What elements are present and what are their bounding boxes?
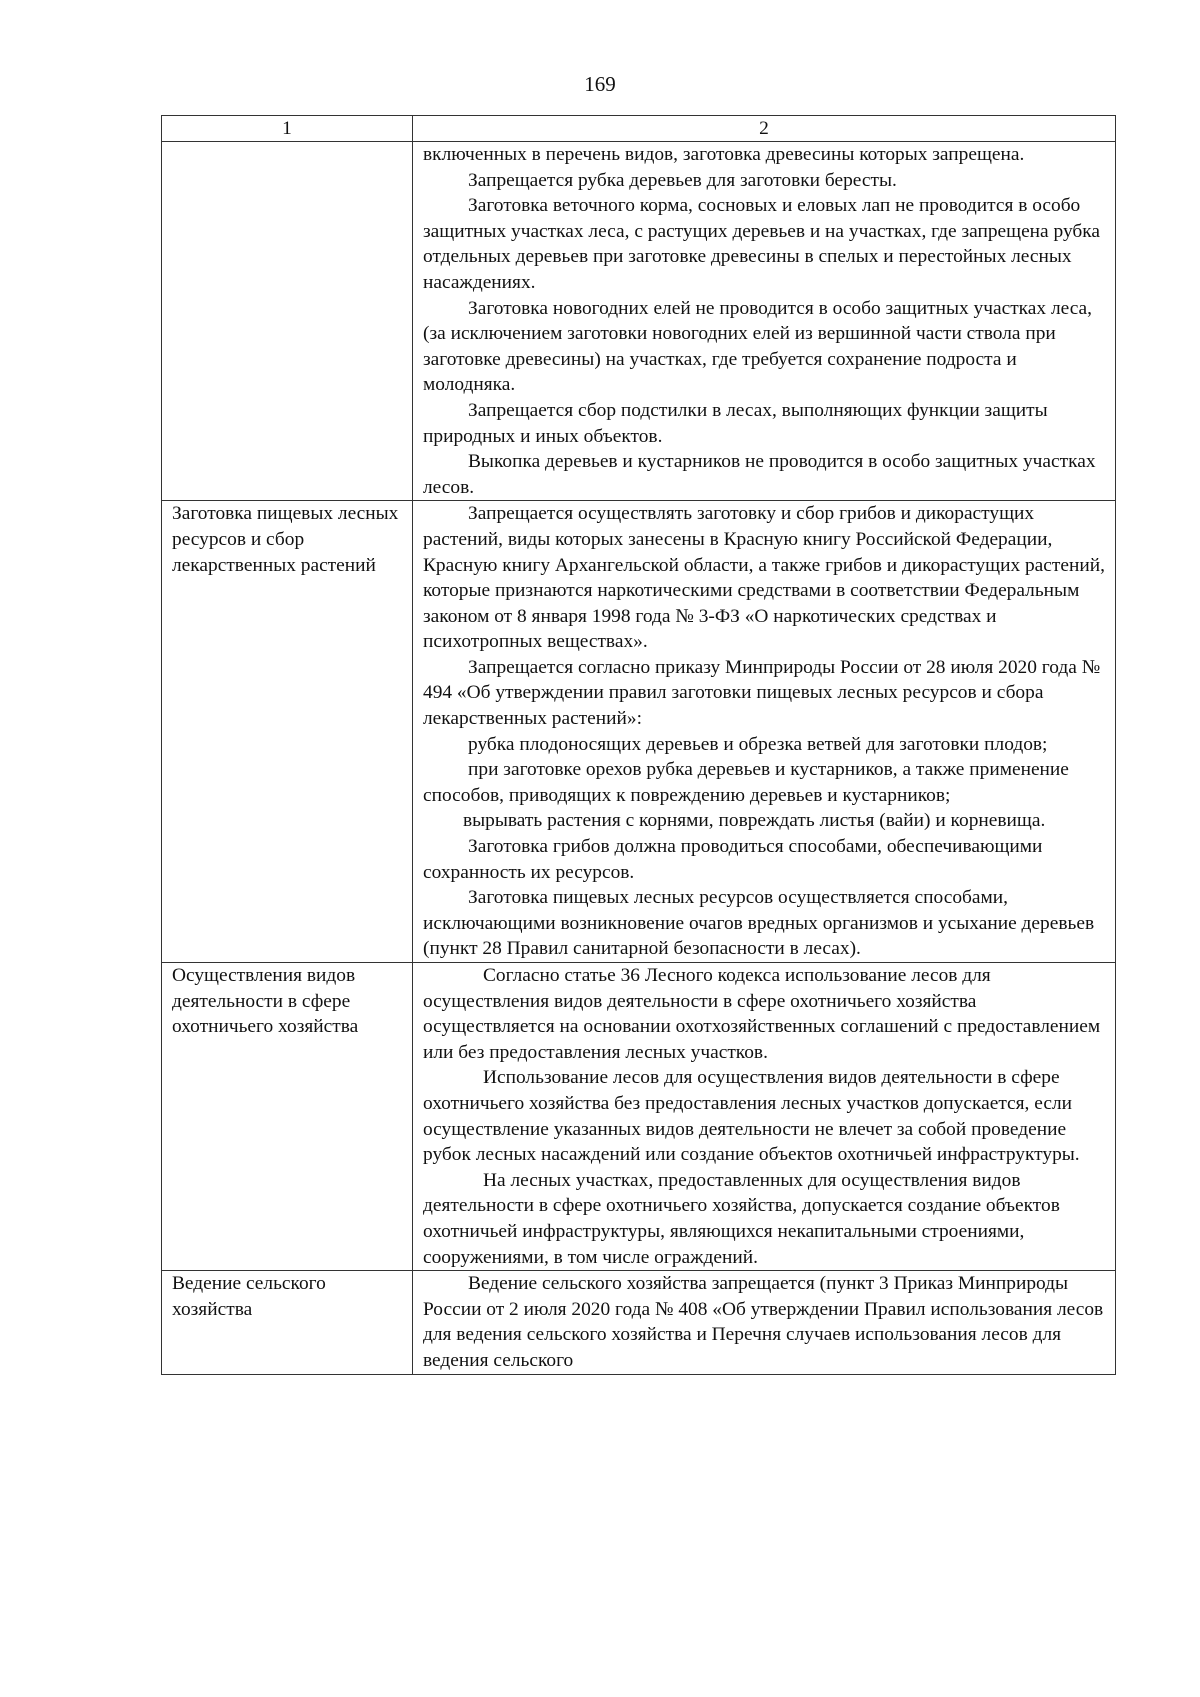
paragraph: На лесных участках, предоставленных для осуществления видов деятельности в сфере охотничьего хозяйства, допускается создание объектов охотничьей инфраструктуры, являющихся некапитальными строениями, сооружениями, в том числе ограждений. [423,1169,1060,1268]
table-body [162,142,1116,1375]
row-content-cell [413,501,1116,963]
row-content-cell [413,142,1116,501]
table-row [162,501,1116,963]
row-label-cell [162,501,413,963]
paragraph: Запрещается осуществлять заготовку и сбор грибов и дикорастущих растений, виды которых занесены в Красную книгу Российской Федерации, Красную книгу Архангельской области, а также грибов и дикорастущих растений, которые признаются наркотическими средствами в соответствии Федеральным законом от 8 января 1998 года № 3-ФЗ «О наркотических средствах и психотропных веществах». [423,503,1105,653]
column-header: 2 [413,116,1116,142]
row-content-cell [413,1271,1116,1374]
row-label-cell [162,1271,413,1374]
row-label-cell [162,142,413,501]
paragraph: Запрещается сбор подстилки в лесах, выполняющих функции защиты природных и иных объектов. [423,399,1048,447]
paragraph: Выкопка деревьев и кустарников не проводится в особо защитных участках лесов. [423,451,1096,498]
paragraph: включенных в перечень видов, заготовка древесины которых запрещена. [423,144,1025,165]
paragraph: вырывать растения с корнями, повреждать листья (вайи) и корневища. [463,810,1046,832]
paragraph: при заготовке орехов рубка деревьев и кустарников, а также применение способов, приводящих к повреждению деревьев и кустарников; [423,759,1069,806]
paragraph: Запрещается согласно приказу Минприроды России от 28 июля 2020 года № 494 «Об утверждении правил заготовки пищевых лесных ресурсов и сбора лекарственных растений»: [423,656,1101,730]
row-label: Заготовка пищевых лесных ресурсов и сбор лекарственных растений [172,503,399,576]
paragraph: Запрещается рубка деревьев для заготовки бересты. [468,169,897,191]
document-table [161,115,1116,1375]
paragraph: Заготовка пищевых лесных ресурсов осуществляется способами, исключающими возникновение очагов вредных организмов и усыхание деревьев (пункт 28 Правил санитарной безопасности в лесах). [423,887,1095,960]
row-content-cell [413,963,1116,1271]
paragraph: рубка плодоносящих деревьев и обрезка ветвей для заготовки плодов; [468,733,1048,755]
paragraph: Ведение сельского хозяйства запрещается (пункт 3 Приказ Минприроды России от 2 июля 2020 года № 408 «Об утверждении Правил использования лесов для ведения сельского хозяйства и Перечня случаев использования лесов для ведения сельского [423,1273,1104,1371]
table-row [162,142,1116,501]
table-row [162,963,1116,1271]
row-label-cell [162,963,413,1271]
paragraph: Использование лесов для осуществления видов деятельности в сфере охотничьего хозяйства без предоставления лесных участков допускается, если осуществление указанных видов деятельности не влечет за собой проведение рубок лесных насаждений или создание объектов охотничьей инфраструктуры. [423,1067,1080,1166]
row-label: Ведение сельского хозяйства [172,1273,326,1320]
page-number: 169 [584,72,616,96]
table-header-row [162,116,1116,142]
paragraph: Заготовка веточного корма, сосновых и еловых лап не проводится в особо защитных участках леса, с растущих деревьев и на участках, где запрещена рубка отдельных деревьев при заготовке древесины в спелых и перестойных лесных насаждениях. [423,195,1100,293]
row-label: Осуществления видов деятельности в сфере охотничьего хозяйства [172,965,359,1038]
table-row [162,1271,1116,1374]
paragraph: Согласно статье 36 Лесного кодекса использование лесов для осуществления видов деятельности в сфере охотничьего хозяйства осуществляется на основании охотхозяйственных соглашений с предоставлением или без предоставления лесных участков. [423,965,1101,1063]
paragraph: Заготовка новогодних елей не проводится в особо защитных участках леса, (за исключением заготовки новогодних елей из вершинной части ствола при заготовке древесины) на участках, где требуется сохранение подроста и молодняка. [423,297,1093,396]
column-header: 1 [162,116,413,142]
paragraph: Заготовка грибов должна проводиться способами, обеспечивающими сохранность их ресурсов. [423,836,1043,883]
